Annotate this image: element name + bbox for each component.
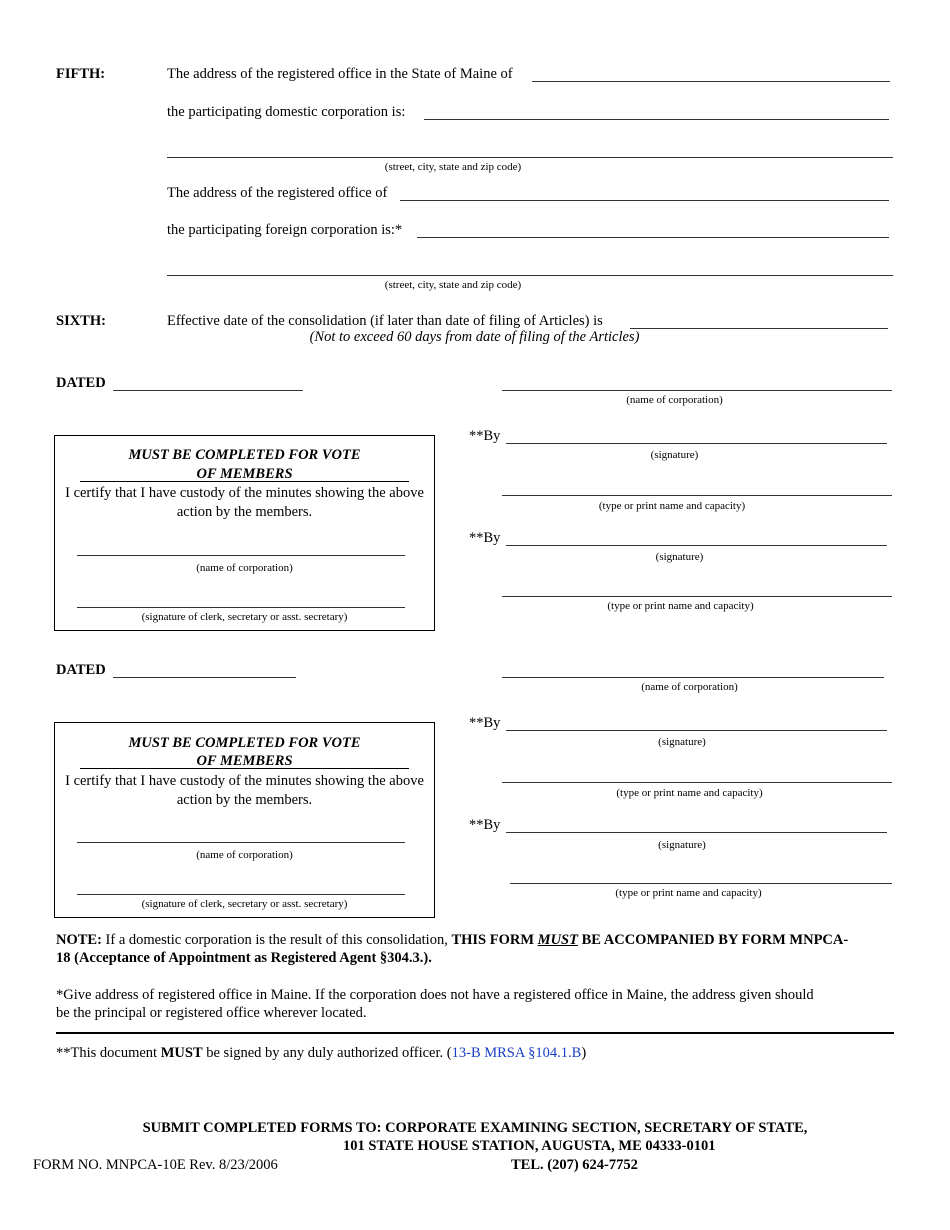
by-label-2a: **By (469, 715, 501, 731)
box-title-rule-1 (80, 481, 409, 482)
print-name-field-1b[interactable] (502, 596, 892, 597)
foreign-address-field-2[interactable] (167, 275, 893, 276)
footnote-text: be signed by any duly authorized officer. ( (206, 1045, 452, 1061)
certify-text-2: I certify that I have custody of the minutes showing the above action by the members. (65, 773, 424, 808)
address-caption-1: (street, city, state and zip code) (384, 161, 522, 173)
foreign-corporation-name-field[interactable] (532, 81, 890, 82)
dated-field-1[interactable] (113, 390, 303, 391)
box-clerk-field-2[interactable] (77, 894, 405, 895)
note-bold-b: BE ACCOMPANIED BY FORM MNPCA- (581, 932, 849, 948)
print-name-field-1a[interactable] (502, 495, 892, 496)
box-corporation-caption-1: (name of corporation) (196, 562, 293, 574)
corporation-name-caption-2: (name of corporation) (641, 681, 738, 693)
submit-tel: TEL. (207) 624-7752 (511, 1157, 638, 1173)
dated-field-2[interactable] (113, 677, 296, 678)
footnote-double-star (56, 1045, 586, 1062)
box-corporation-field-1[interactable] (77, 555, 405, 556)
footnote-prefix: **This document (56, 1045, 158, 1061)
section-divider (56, 1032, 894, 1034)
box-corporation-field-2[interactable] (77, 842, 405, 843)
print-name-caption-2b: (type or print name and capacity) (615, 887, 762, 899)
form-number: FORM NO. MNPCA-10E Rev. 8/23/2006 (33, 1157, 278, 1173)
sixth-note: (Not to exceed 60 days from date of filing of the Articles) (309, 329, 640, 345)
sixth-text: Effective date of the consolidation (if later than date of filing of Articles) is (167, 313, 603, 329)
footnote-must: MUST (160, 1045, 203, 1061)
box-corporation-caption-2: (name of corporation) (196, 849, 293, 861)
by-label-1a: **By (469, 428, 501, 444)
sixth-label: SIXTH: (56, 313, 106, 329)
note-line-2: 18 (Acceptance of Appointment as Registered Agent §304.3.). (56, 950, 432, 966)
by-label-1b: **By (469, 530, 501, 546)
footnote-star-line-1: *Give address of registered office in Maine. If the corporation does not have a registered office in Maine, the address given should (56, 987, 814, 1003)
fifth-line2-text: the participating domestic corporation is: (167, 104, 406, 120)
address-caption-2: (street, city, state and zip code) (384, 279, 522, 291)
members-box-title-2b: OF MEMBERS (196, 753, 293, 769)
statute-link[interactable]: 13-B MRSA §104.1.B (451, 1045, 582, 1061)
members-box-title-1b: OF MEMBERS (196, 466, 293, 482)
footnote-suffix: ) (581, 1045, 587, 1061)
foreign-address-field-1[interactable] (417, 237, 889, 238)
by-label-2b: **By (469, 817, 501, 833)
fifth-line1-text: The address of the registered office in the State of Maine of (167, 66, 513, 82)
dated-label-2: DATED (56, 662, 106, 678)
signature-caption-2b: (signature) (658, 839, 706, 851)
fifth-line4-text: the participating foreign corporation is:* (167, 222, 403, 238)
members-vote-box-1 (54, 435, 435, 631)
box-title-rule-2 (80, 768, 409, 769)
submit-line-1: SUBMIT COMPLETED FORMS TO: CORPORATE EXAMINING SECTION, SECRETARY OF STATE, (142, 1120, 808, 1136)
print-name-field-2b[interactable] (510, 883, 892, 884)
print-name-caption-1a: (type or print name and capacity) (598, 500, 746, 512)
note-line-1 (56, 932, 848, 949)
signature-field-1a[interactable] (506, 443, 887, 444)
fifth-label: FIFTH: (56, 66, 106, 82)
members-vote-box-2 (54, 722, 435, 918)
corporation-name-field-2[interactable] (502, 677, 884, 678)
submit-line-2: 101 STATE HOUSE STATION, AUGUSTA, ME 04333-0101 (343, 1138, 716, 1154)
domestic-address-field-1[interactable] (424, 119, 889, 120)
note-bold-a: THIS FORM (451, 932, 535, 948)
corporation-name-caption-1: (name of corporation) (626, 394, 723, 406)
foreign-office-field[interactable] (400, 200, 889, 201)
print-name-field-2a[interactable] (502, 782, 892, 783)
signature-field-2b[interactable] (506, 832, 887, 833)
corporation-name-field-1[interactable] (502, 390, 892, 391)
signature-field-2a[interactable] (506, 730, 887, 731)
members-box-title-2a: MUST BE COMPLETED FOR VOTE (128, 735, 361, 751)
members-box-title-1a: MUST BE COMPLETED FOR VOTE (128, 447, 361, 463)
note-text: If a domestic corporation is the result of this consolidation, (105, 932, 448, 948)
print-name-caption-2a: (type or print name and capacity) (616, 787, 763, 799)
note-label: NOTE: (56, 932, 102, 948)
fifth-line3-text: The address of the registered office of (167, 185, 388, 201)
domestic-address-field-2[interactable] (167, 157, 893, 158)
print-name-caption-1b: (type or print name and capacity) (607, 600, 754, 612)
dated-label-1: DATED (56, 375, 106, 391)
box-clerk-caption-2: (signature of clerk, secretary or asst. secretary) (141, 898, 348, 910)
signature-caption-2a: (signature) (658, 736, 706, 748)
signature-caption-1a: (signature) (650, 449, 699, 461)
box-clerk-caption-1: (signature of clerk, secretary or asst. secretary) (141, 611, 348, 623)
note-must: MUST (537, 932, 578, 948)
signature-field-1b[interactable] (506, 545, 887, 546)
certify-text-1: I certify that I have custody of the minutes showing the above action by the members. (65, 485, 424, 520)
signature-caption-1b: (signature) (655, 551, 704, 563)
box-clerk-field-1[interactable] (77, 607, 405, 608)
footnote-star-line-2: be the principal or registered office wherever located. (56, 1005, 367, 1021)
